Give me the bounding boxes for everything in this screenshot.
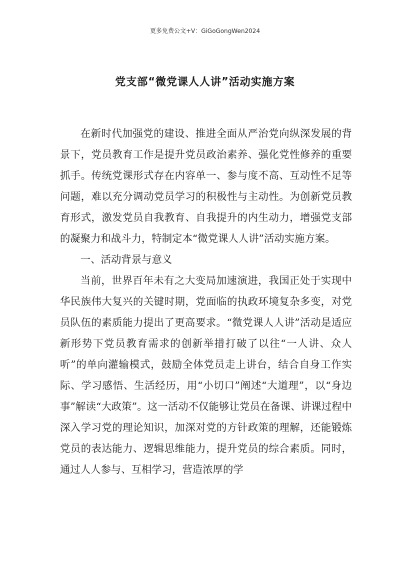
section-heading: 一、活动背景与意义 <box>80 255 173 266</box>
document-body <box>60 124 352 481</box>
intro-paragraph: 在新时代加强党的建设、推进全面从严治党向纵深发展的背景下，党员教育工作是提升党员政治素养、强化党性修养的重要抓手。传统党课形式存在内容单一、参与度不高、互动性不足等问题，难以充分调动党员学习的积极性与主动性。为创新党员教育形式，激发党员自我教育、自我提升的内生动力，增强党支部的凝聚力和战斗力，特制定本“微党课人人讲”活动实施方案。 <box>60 129 352 245</box>
section-paragraph: 当前，世界百年未有之大变局加速演进，我国正处于实现中华民族伟大复兴的关键时期，党面临的执政环境复杂多变，对党员队伍的素质能力提出了更高要求。“微党课人人讲”活动是适应新形势下党员教育需求的创新举措打破了以往“一人讲、众人听”的单向灌输模式，鼓励全体党员走上讲台，结合自身工作实际、学习感悟、生活经历，用“小切口”阐述“大道理”，以“身边事”解读“大政策”。这一活动不仅能够让党员在备课、讲课过程中深入学习党的理论知识，加深对党的方针政策的理解，还能锻炼党员的表达能力、逻辑思维能力，提升党员的综合素质。同时，通过人人参与、互相学习，营造浓厚的学 <box>60 276 352 476</box>
document-title: 党支部“微党课人人讲”活动实施方案 <box>115 76 295 88</box>
header-note: 更多免费公文+V：GiGoGongWen2024 <box>149 28 261 35</box>
